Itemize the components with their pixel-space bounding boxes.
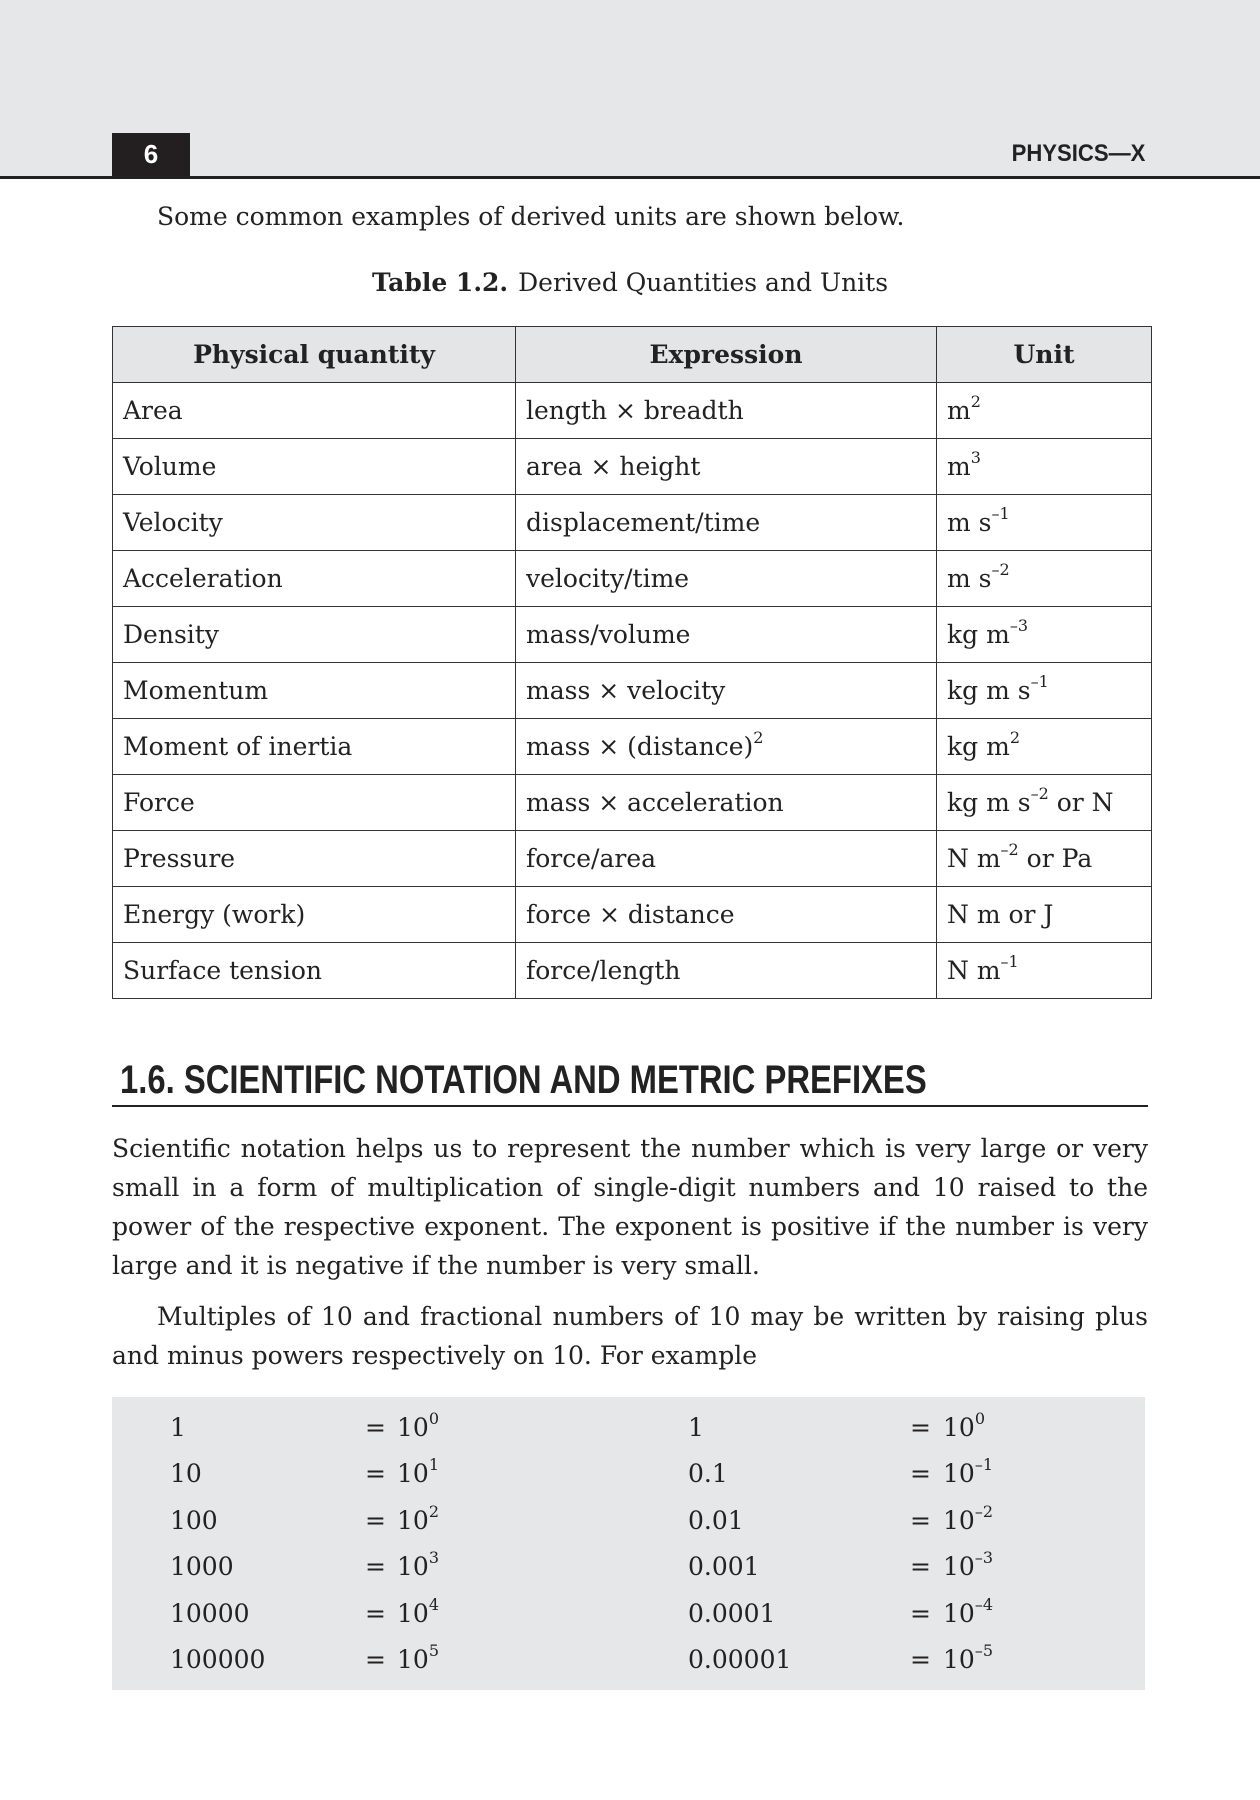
quantity-cell bbox=[113, 831, 516, 887]
table-row bbox=[113, 775, 1152, 831]
number-value: 0.0001 bbox=[688, 1598, 776, 1628]
book-title: PHYSICS—X bbox=[1011, 140, 1145, 167]
equals-sign: = bbox=[910, 1505, 931, 1535]
quantity-cell bbox=[113, 383, 516, 439]
number-value: 0.001 bbox=[688, 1552, 760, 1582]
quantity: Density bbox=[123, 620, 219, 649]
unit-exponent: –2 bbox=[991, 560, 1010, 579]
number-value: 100 bbox=[170, 1505, 218, 1535]
unit: N m bbox=[947, 956, 1001, 985]
number-value: 0.00001 bbox=[688, 1645, 792, 1674]
expression-cell bbox=[516, 943, 937, 999]
unit-exponent: 2 bbox=[1009, 728, 1020, 747]
power-of-ten bbox=[943, 1641, 993, 1674]
exponent: –5 bbox=[974, 1641, 993, 1660]
expression-cell bbox=[516, 607, 937, 663]
col-header: Unit bbox=[937, 327, 1152, 383]
table-row bbox=[113, 719, 1152, 775]
paragraph-1: Scientific notation helps us to represent the number which is very large or very small in a form of multiplication of single-digit numbers and 10 raised to the power of the respective exponent. The exponent is positive if the number is very large and it is negative if the number is very small. bbox=[112, 1134, 1148, 1280]
base: 10 bbox=[943, 1552, 975, 1582]
unit-exponent: –1 bbox=[1030, 672, 1049, 691]
table-row bbox=[113, 663, 1152, 719]
power-of-ten bbox=[397, 1455, 439, 1489]
power-of-ten bbox=[943, 1548, 993, 1582]
number-value: 0.01 bbox=[688, 1505, 744, 1535]
equals-sign: = bbox=[910, 1459, 931, 1489]
quantity: Area bbox=[123, 396, 183, 425]
exponent: –1 bbox=[974, 1455, 993, 1475]
unit-exponent: –2 bbox=[1000, 840, 1019, 859]
unit-cell bbox=[937, 383, 1152, 439]
expression-cell bbox=[516, 831, 937, 887]
unit-exponent: 2 bbox=[970, 392, 981, 411]
expression: length × breadth bbox=[526, 396, 744, 425]
unit: m s bbox=[947, 508, 992, 537]
table-caption bbox=[0, 268, 1260, 297]
base: 10 bbox=[397, 1459, 429, 1489]
unit-cell bbox=[937, 831, 1152, 887]
number-value: 1 bbox=[170, 1413, 186, 1442]
quantity: Volume bbox=[123, 452, 217, 481]
caption-title: Derived Quantities and Units bbox=[518, 268, 889, 297]
quantity: Velocity bbox=[123, 508, 223, 537]
expression-cell bbox=[516, 887, 937, 943]
power-of-ten bbox=[943, 1455, 993, 1489]
quantity-cell bbox=[113, 607, 516, 663]
quantity-cell bbox=[113, 439, 516, 495]
expression: velocity/time bbox=[526, 564, 690, 593]
quantity-cell bbox=[113, 943, 516, 999]
power-of-ten bbox=[943, 1409, 985, 1442]
equals-sign: = bbox=[365, 1413, 386, 1442]
unit: kg m bbox=[947, 620, 1010, 649]
page-header bbox=[0, 0, 1260, 179]
unit: m s bbox=[947, 564, 992, 593]
number-value: 10000 bbox=[170, 1598, 250, 1628]
table-row bbox=[113, 943, 1152, 999]
powers-of-ten-box bbox=[112, 1397, 1145, 1690]
expression: displacement/time bbox=[526, 508, 761, 537]
exponent: 1 bbox=[428, 1455, 439, 1475]
quantity-cell bbox=[113, 887, 516, 943]
col-header: Expression bbox=[516, 327, 937, 383]
power-of-ten bbox=[397, 1409, 439, 1442]
unit-cell bbox=[937, 943, 1152, 999]
quantity-cell bbox=[113, 663, 516, 719]
col-header: Physical quantity bbox=[113, 327, 516, 383]
equals-sign: = bbox=[365, 1459, 386, 1489]
expression: force/area bbox=[526, 844, 657, 873]
unit-exponent: –1 bbox=[1000, 952, 1019, 971]
base: 10 bbox=[943, 1645, 975, 1674]
table-row bbox=[113, 495, 1152, 551]
exponent: –3 bbox=[974, 1548, 993, 1568]
unit: N m or J bbox=[947, 900, 1054, 929]
quantity: Force bbox=[123, 788, 195, 817]
quantity: Energy (work) bbox=[123, 900, 306, 929]
table-row bbox=[113, 607, 1152, 663]
expression: mass × acceleration bbox=[526, 788, 784, 817]
base: 10 bbox=[943, 1459, 975, 1489]
unit-cell bbox=[937, 887, 1152, 943]
unit: N m bbox=[947, 844, 1001, 873]
unit-alt: or Pa bbox=[1018, 844, 1093, 873]
table-row bbox=[113, 831, 1152, 887]
unit-exponent: 3 bbox=[970, 448, 981, 467]
base: 10 bbox=[397, 1552, 429, 1582]
quantity: Acceleration bbox=[123, 564, 283, 593]
section-heading: 1.6. SCIENTIFIC NOTATION AND METRIC PREFIXES bbox=[120, 1058, 927, 1102]
unit-cell bbox=[937, 663, 1152, 719]
quantity-cell bbox=[113, 719, 516, 775]
expression-cell bbox=[516, 383, 937, 439]
exponent: 4 bbox=[428, 1594, 439, 1614]
expression-cell bbox=[516, 439, 937, 495]
base: 10 bbox=[397, 1505, 429, 1535]
exponent: 0 bbox=[428, 1409, 439, 1428]
unit-cell bbox=[937, 775, 1152, 831]
equals-sign: = bbox=[365, 1505, 386, 1535]
caption-label: Table 1.2. bbox=[371, 268, 509, 297]
number-value: 1000 bbox=[170, 1552, 234, 1582]
equals-sign: = bbox=[365, 1645, 386, 1674]
unit: kg m s bbox=[947, 676, 1031, 705]
expression: area × height bbox=[526, 452, 701, 481]
unit-cell bbox=[937, 719, 1152, 775]
number-value: 0.1 bbox=[688, 1459, 728, 1489]
exponent: 5 bbox=[428, 1641, 439, 1660]
quantity-cell bbox=[113, 551, 516, 607]
quantity-cell bbox=[113, 775, 516, 831]
table-row bbox=[113, 887, 1152, 943]
unit-cell bbox=[937, 495, 1152, 551]
expression: mass × velocity bbox=[526, 676, 726, 705]
equals-sign: = bbox=[910, 1552, 931, 1582]
number-value: 10 bbox=[170, 1459, 202, 1489]
unit: m bbox=[947, 396, 971, 425]
base: 10 bbox=[397, 1413, 429, 1442]
power-of-ten bbox=[943, 1594, 993, 1628]
power-of-ten bbox=[397, 1548, 439, 1582]
number-value: 100000 bbox=[170, 1645, 266, 1674]
base: 10 bbox=[397, 1598, 429, 1628]
exponent: –4 bbox=[974, 1594, 993, 1614]
expression: force × distance bbox=[526, 900, 735, 929]
equals-sign: = bbox=[365, 1598, 386, 1628]
expression-cell bbox=[516, 495, 937, 551]
quantity-cell bbox=[113, 495, 516, 551]
number-value: 1 bbox=[688, 1413, 704, 1442]
table-row bbox=[113, 383, 1152, 439]
equals-sign: = bbox=[910, 1413, 931, 1442]
expression: mass × (distance) bbox=[526, 732, 754, 761]
exponent: 0 bbox=[974, 1409, 985, 1428]
unit-cell bbox=[937, 607, 1152, 663]
table-row bbox=[113, 439, 1152, 495]
base: 10 bbox=[943, 1598, 975, 1628]
exponent: –2 bbox=[974, 1501, 993, 1521]
power-of-ten bbox=[397, 1501, 439, 1535]
unit-cell bbox=[937, 551, 1152, 607]
table-row bbox=[113, 551, 1152, 607]
exponent: 3 bbox=[428, 1548, 439, 1568]
expression: mass/volume bbox=[526, 620, 691, 649]
unit-cell bbox=[937, 439, 1152, 495]
derived-units-table bbox=[112, 326, 1152, 999]
intro-text: Some common examples of derived units are shown below. bbox=[157, 202, 905, 231]
base: 10 bbox=[397, 1645, 429, 1674]
paragraph-2: Multiples of 10 and fractional numbers of 10 may be written by raising plus and minus powers respectively on 10. For example bbox=[112, 1302, 1148, 1370]
expression-cell bbox=[516, 719, 937, 775]
unit-alt: or N bbox=[1048, 788, 1114, 817]
quantity: Pressure bbox=[123, 844, 236, 873]
expression-exponent: 2 bbox=[753, 728, 764, 747]
equals-sign: = bbox=[910, 1645, 931, 1674]
unit: m bbox=[947, 452, 971, 481]
expression-cell bbox=[516, 663, 937, 719]
unit: kg m bbox=[947, 732, 1010, 761]
power-of-ten bbox=[943, 1501, 993, 1535]
unit-exponent: –1 bbox=[991, 504, 1010, 523]
base: 10 bbox=[943, 1505, 975, 1535]
quantity: Moment of inertia bbox=[123, 732, 353, 761]
base: 10 bbox=[943, 1413, 975, 1442]
power-of-ten bbox=[397, 1641, 439, 1674]
expression: force/length bbox=[526, 956, 681, 985]
expression-cell bbox=[516, 551, 937, 607]
exponent: 2 bbox=[428, 1501, 439, 1521]
unit-exponent: –2 bbox=[1030, 784, 1049, 803]
expression-cell bbox=[516, 775, 937, 831]
quantity: Momentum bbox=[123, 676, 269, 705]
heading-underline bbox=[112, 1105, 1148, 1107]
unit-exponent: –3 bbox=[1009, 616, 1028, 635]
unit: kg m s bbox=[947, 788, 1031, 817]
power-of-ten bbox=[397, 1594, 439, 1628]
equals-sign: = bbox=[910, 1598, 931, 1628]
page-number: 6 bbox=[112, 133, 190, 176]
quantity: Surface tension bbox=[123, 956, 322, 985]
equals-sign: = bbox=[365, 1552, 386, 1582]
